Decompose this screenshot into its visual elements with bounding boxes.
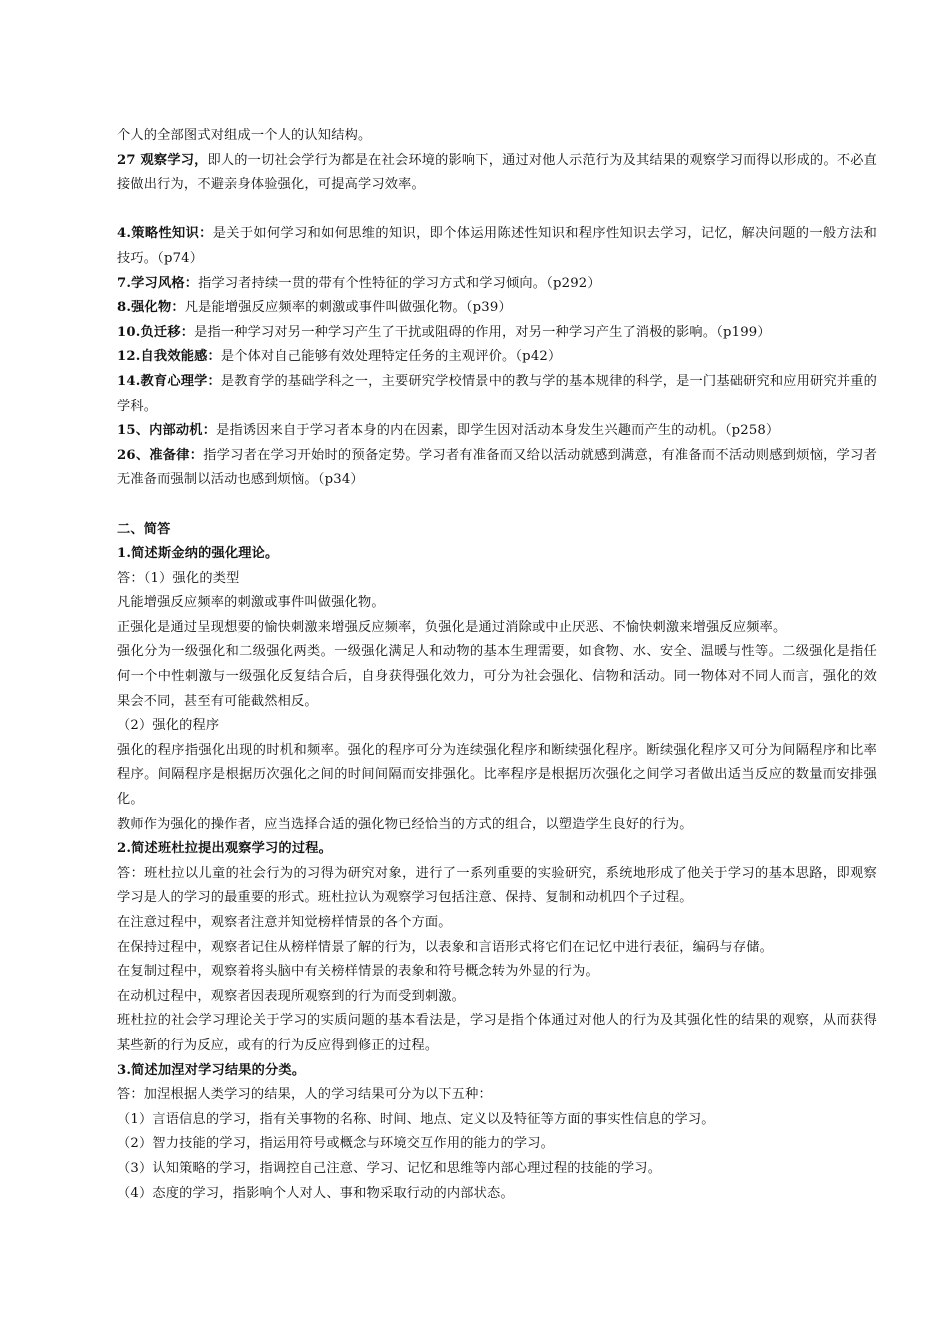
definition-negative-transfer [117, 321, 877, 346]
definition-text: 即人的一切社会学行为都是在社会环境的影响下，通过对他人示范行为及其结果的观察学习而得以形成的。不必直接做出行为，不避亲身体验强化，可提高学习效率。 [117, 152, 877, 193]
definition-learning-style [117, 272, 877, 297]
definition-text: 是指诱因来自于学习者本身的内在因素，即学生因对活动本身发生兴趣而产生的动机。（p258） [216, 423, 780, 439]
definition-law-of-readiness [117, 444, 877, 493]
answer-paragraph: （1）言语信息的学习，指有关事物的名称、时间、地点、定义以及特征等方面的事实性信息的学习。 [117, 1111, 715, 1127]
answer-paragraph: 正强化是通过呈现想要的愉快刺激来增强反应频率，负强化是通过消除或中止厌恶、不愉快刺激来增强反应频率。 [117, 619, 787, 635]
definition-term: 26、准备律： [117, 447, 204, 463]
question-title: 1.简述斯金纳的强化理论。 [117, 546, 279, 562]
definition-term: 12.自我效能感： [117, 349, 221, 365]
definition-reinforcer [117, 296, 877, 321]
blank-line [117, 198, 877, 223]
answer-paragraph: 答：（1）强化的类型 [117, 570, 240, 586]
answer-paragraph: 答：班杜拉以儿童的社会行为的习得为研究对象，进行了一系列重要的实验研究，系统地形成了他关于学习的基本思路，即观察学习是人的学习的最重要的形式。班杜拉认为观察学习包括注意、保持、复制和动机四个子过程。 [117, 865, 877, 906]
question-title: 2.简述班杜拉提出观察学习的过程。 [117, 841, 332, 857]
definition-separator: ， [194, 152, 208, 168]
answer-paragraph: （2）强化的程序 [117, 718, 220, 734]
definition-strategic-knowledge [117, 222, 877, 271]
definition-intrinsic-motivation [117, 419, 877, 444]
definition-text: 指学习者持续一贯的带有个性特征的学习方式和学习倾向。（p292） [198, 275, 601, 291]
answer-paragraph: （4）态度的学习，指影响个人对人、事和物采取行动的内部状态。 [117, 1185, 514, 1201]
answer-paragraph: 凡能增强反应频率的刺激或事件叫做强化物。 [117, 595, 385, 611]
definition-term: 4.策略性知识： [117, 226, 213, 242]
answer-paragraph: 教师作为强化的操作者，应当选择合适的强化物已经恰当的方式的组合，以塑造学生良好的行为。 [117, 816, 693, 832]
answer-paragraph: （2）智力技能的学习，指运用符号或概念与环境交互作用的能力的学习。 [117, 1136, 554, 1152]
question-title: 3.简述加涅对学习结果的分类。 [117, 1062, 306, 1078]
document-page [117, 124, 877, 1206]
blank-line [117, 493, 877, 518]
answer-paragraph: 强化分为一级强化和二级强化两类。一级强化满足人和动物的基本生理需要，如食物、水、安全、温暖与性等。二级强化是指任何一个中性刺激与一级强化反复结合后，自身获得强化效力，可分为社会强化、信物和活动。同一物体对不同人而言，强化的效果会不同，甚至有可能截然相反。 [117, 644, 877, 709]
answer-paragraph: 在动机过程中，观察者因表现所观察到的行为而受到刺激。 [117, 988, 466, 1004]
answer-paragraph: 强化的程序指强化出现的时机和频率。强化的程序可分为连续强化程序和断续强化程序。断续强化程序又可分为间隔程序和比率程序。间隔程序是根据历次强化之间的时间间隔而安排强化。比率程序是根据历次强化之间学习者做出适当反应的数量而安排强化。 [117, 742, 877, 808]
definition-text: 是指一种学习对另一种学习产生了干扰或阻碍的作用，对另一种学习产生了消极的影响。（p199） [194, 324, 771, 340]
definition-text: 指学习者在学习开始时的预备定势。学习者有准备而又给以活动就感到满意，有准备而不活动则感到烦恼，学习者无准备而强制以活动也感到烦恼。（p34） [117, 447, 877, 488]
definition-text: 是关于如何学习和如何思维的知识，即个体运用陈述性知识和程序性知识去学习，记忆，解决问题的一般方法和技巧。（p74） [117, 226, 877, 266]
definition-self-efficacy [117, 345, 877, 370]
definition-educational-psychology [117, 370, 877, 419]
answer-paragraph: （3）认知策略的学习，指调控自己注意、学习、记忆和思维等内部心理过程的技能的学习。 [117, 1160, 662, 1176]
definition-text: 是个体对自己能够有效处理特定任务的主观评价。（p42） [220, 349, 562, 365]
section-title: 二、简答 [117, 521, 171, 537]
answer-paragraph: 在复制过程中，观察着将头脑中有关榜样情景的表象和符号概念转为外显的行为。 [117, 964, 599, 980]
definition-text: 是教育学的基础学科之一，主要研究学校情景中的教与学的基本规律的科学，是一门基础研究和应用研究并重的学科。 [117, 373, 877, 414]
definition-term: 14.教育心理学： [117, 373, 221, 389]
definition-term: 10.负迁移： [117, 324, 195, 340]
answer-paragraph: 在注意过程中，观察者注意并知觉榜样情景的各个方面。 [117, 915, 452, 930]
answer-paragraph: 在保持过程中，观察者记住从榜样情景了解的行为，以表象和言语形式将它们在记忆中进行表征，编码与存储。 [117, 939, 773, 955]
answer-paragraph: 答：加涅根据人类学习的结果，人的学习结果可分为以下五种： [117, 1087, 492, 1103]
definition-observational-learning [117, 149, 877, 198]
definition-text: 凡是能增强反应频率的刺激或事件叫做强化物。（p39） [184, 300, 512, 316]
intro-fragment: 个人的全部图式对组成一个人的认知结构。 [117, 128, 372, 143]
definition-term: 7.学习风格： [117, 275, 199, 291]
definition-term: 27 观察学习 [117, 152, 195, 168]
answer-paragraph: 班杜拉的社会学习理论关于学习的实质问题的基本看法是，学习是指个体通过对他人的行为及其强化性的结果的观察，从而获得某些新的行为反应，或有的行为反应得到修正的过程。 [117, 1013, 877, 1053]
definition-term: 8.强化物： [117, 300, 185, 316]
definition-term: 15、内部动机： [117, 423, 217, 439]
